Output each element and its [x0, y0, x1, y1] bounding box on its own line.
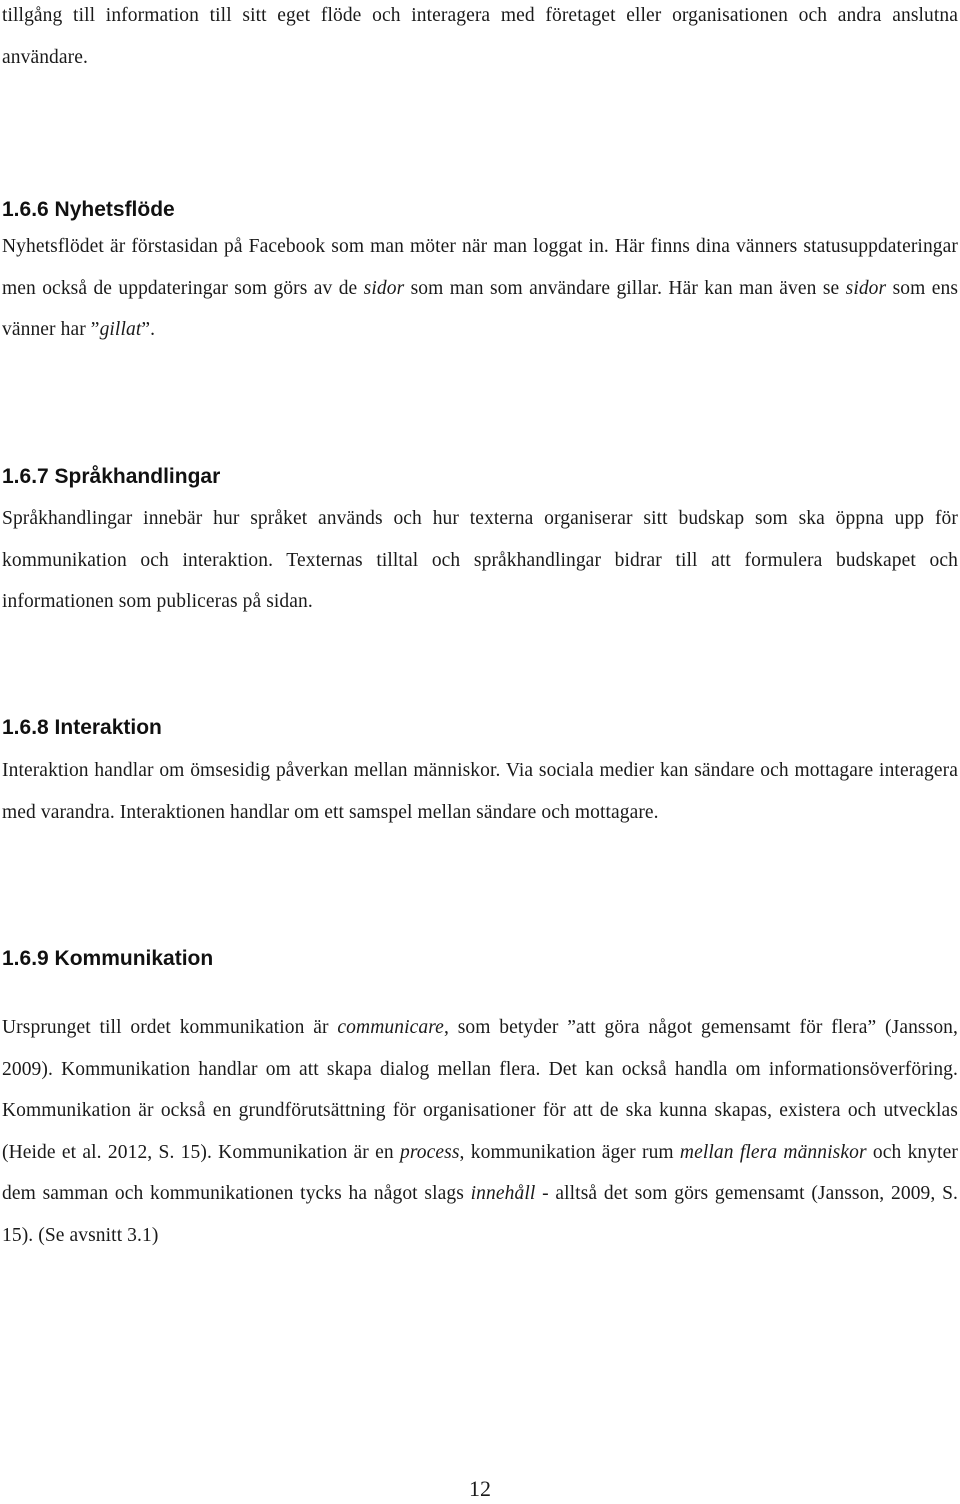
- section-nyhetsflode-body: [2, 226, 958, 351]
- section-nyhetsflode: [2, 195, 958, 225]
- text-run: , kommunikation äger rum: [459, 1141, 680, 1163]
- section-interaktion: [2, 713, 958, 743]
- section-heading: 1.6.7 Språkhandlingar: [2, 465, 221, 488]
- section-paragraph: [2, 226, 958, 351]
- section-paragraph: Interaktion handlar om ömsesidig påverkan mellan människor. Via sociala medier kan sändare och mottagare interagera med varandra. Interaktionen handlar om ett samspel mellan sändare och mottagare.: [2, 760, 958, 823]
- section-kommunikation: [2, 944, 958, 974]
- emphasis-text: process: [399, 1141, 460, 1163]
- text-run: Nyhetsflödet är förstasidan på Facebook som man möter när man loggat in. Här finns dina vänners statusuppdateringar men också de uppdateringar som görs av de: [2, 236, 958, 299]
- text-run: som man som användare gillar. Här kan man även se: [404, 277, 846, 299]
- section-paragraph: Språkhandlingar innebär hur språket används och hur texterna organiserar sitt budskap som ska öppna upp för kommunikation och interaktion. Texternas tilltal och språkhandlingar bidrar till att formulera budskapet och informationen som publiceras på sidan.: [2, 508, 958, 612]
- text-run: , som betyder ”att göra något gemensamt för flera” (Jansson, 2009). Kommunikation handlar om att skapa dialog mellan flera. Det kan också handla om informationsöverföring. Kommunikation är också en grundförutsättning för organisationer för att de ska kunna skapas, existera och utvecklas (Heide et al. 2012, S. 15). Kommunikation är en: [2, 1017, 958, 1163]
- intro-block: [2, 0, 958, 78]
- section-interaktion-body: [2, 750, 958, 833]
- emphasis-text: sidor: [845, 277, 887, 299]
- text-run: som ens vänner har ”: [2, 277, 959, 340]
- section-sprakhandlingar: [2, 462, 958, 492]
- section-kommunikation-body: [2, 1007, 958, 1256]
- section-sprakhandlingar-body: [2, 498, 958, 623]
- page-number: 12: [469, 1476, 491, 1501]
- emphasis-text: gillat: [99, 319, 142, 340]
- emphasis-text: communicare: [337, 1017, 444, 1038]
- emphasis-text: mellan flera människor: [679, 1141, 867, 1163]
- section-paragraph: [2, 1007, 958, 1256]
- intro-paragraph: tillgång till information till sitt eget flöde och interagera med företaget eller organisationen och andra anslutna användare.: [2, 5, 958, 68]
- emphasis-text: sidor: [363, 277, 405, 299]
- text-run: - alltså det som görs gemensamt (Jansson, 2009, S. 15). (Se avsnitt 3.1): [2, 1183, 958, 1246]
- text-run: och knyter dem samman och kommunikationen tycks ha något slags: [2, 1141, 958, 1204]
- text-run: ”.: [141, 319, 156, 340]
- text-run: Ursprunget till ordet kommunikation är: [2, 1017, 338, 1038]
- section-heading: 1.6.8 Interaktion: [2, 716, 162, 739]
- section-heading: 1.6.9 Kommunikation: [2, 947, 214, 970]
- emphasis-text: innehåll: [470, 1183, 536, 1204]
- section-heading: 1.6.6 Nyhetsflöde: [2, 198, 175, 221]
